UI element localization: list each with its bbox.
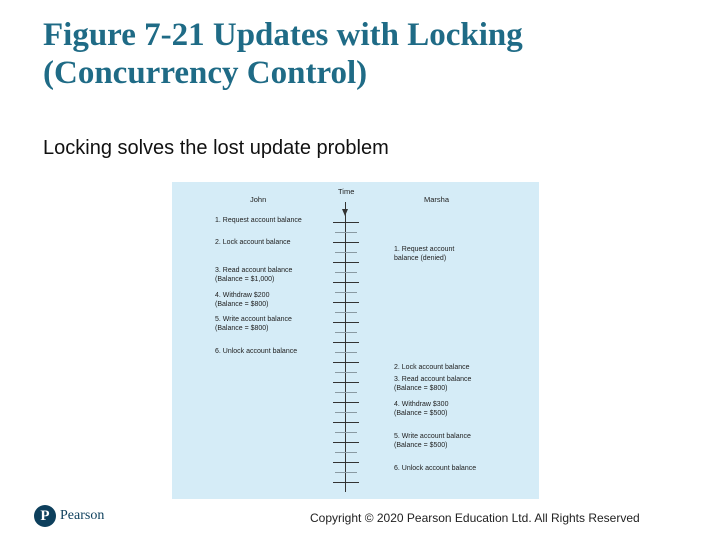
time-tick [335, 452, 357, 453]
time-tick [333, 282, 359, 283]
marsha-step-6: 6. Unlock account balance [394, 465, 477, 472]
time-tick [333, 322, 359, 323]
time-tick [335, 472, 357, 473]
john-step-1: 1. Request account balance [215, 217, 302, 224]
time-tick [335, 272, 357, 273]
time-tick [333, 462, 359, 463]
john-step-3: 3. Read account balance (Balance = $1,000) [215, 267, 293, 283]
marsha-step-1: 1. Request account balance (denied) [394, 246, 455, 262]
time-axis-line [345, 202, 346, 492]
marsha-step-5: 5. Write account balance (Balance = $500) [394, 433, 471, 449]
time-tick [333, 422, 359, 423]
time-tick [333, 362, 359, 363]
time-tick [333, 382, 359, 383]
time-tick [335, 412, 357, 413]
time-tick [333, 302, 359, 303]
john-step-5: 5. Write account balance (Balance = $800) [215, 316, 292, 332]
time-tick [335, 292, 357, 293]
marsha-header: Marsha [424, 195, 450, 204]
time-tick [335, 432, 357, 433]
time-tick [333, 442, 359, 443]
time-header: Time [338, 187, 355, 196]
time-tick [335, 232, 357, 233]
time-tick [335, 352, 357, 353]
time-tick [335, 252, 357, 253]
time-tick [333, 342, 359, 343]
copyright-notice: Copyright © 2020 Pearson Education Ltd. All Rights Reserved [310, 511, 640, 525]
time-tick [335, 312, 357, 313]
pearson-logo-icon: P [34, 505, 56, 527]
time-tick [333, 242, 359, 243]
john-step-4: 4. Withdraw $200 (Balance = $800) [215, 292, 270, 308]
john-step-2: 2. Lock account balance [215, 239, 291, 246]
john-step-6: 6. Unlock account balance [215, 348, 298, 355]
locking-timeline-figure [172, 182, 539, 499]
pearson-logo-text: Pearson [60, 508, 105, 523]
time-tick [333, 402, 359, 403]
time-tick [333, 262, 359, 263]
time-arrow-icon [342, 209, 348, 216]
time-tick [333, 482, 359, 483]
marsha-step-3: 3. Read account balance (Balance = $800) [394, 376, 472, 392]
time-tick [335, 372, 357, 373]
john-header: John [250, 195, 267, 204]
slide-subtitle: Locking solves the lost update problem [43, 137, 389, 159]
time-tick [335, 332, 357, 333]
marsha-step-2: 2. Lock account balance [394, 364, 470, 371]
pearson-logo [34, 505, 104, 527]
slide-title: Figure 7-21 Updates with Locking (Concurrency Control) [43, 17, 523, 91]
time-tick [335, 392, 357, 393]
time-tick [333, 222, 359, 223]
marsha-step-4: 4. Withdraw $300 (Balance = $500) [394, 401, 449, 417]
